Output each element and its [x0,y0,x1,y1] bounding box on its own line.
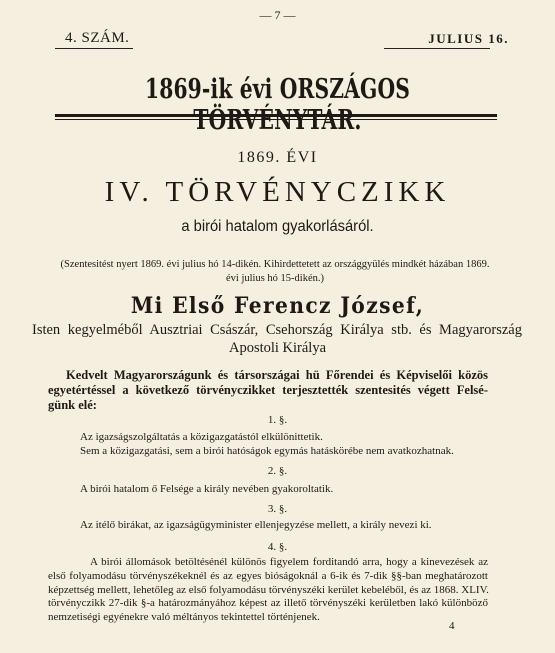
section-label: 2. §. [267,465,288,477]
issue-number: 4. SZÁM. [65,30,130,46]
page-number: — 7 — [259,8,296,22]
section-text: A birói hatalom ő Felsége a király nevében gyakoroltatik. [80,483,334,495]
section-label: 3. §. [267,503,288,515]
section-label: 1. §. [267,414,288,426]
signature-mark: 4 [449,620,455,632]
law-title: IV. TÖRVÉNYCZIKK [104,176,451,208]
preamble-line: egyetértéssel a következő törvényczikket terjesztették szentesités végett Felsé- [48,383,488,397]
preamble [48,368,488,413]
header-rule-left [55,48,133,49]
law-year: 1869. ÉVI [237,149,318,166]
section-body [48,556,488,625]
issue-date: JULIUS 16. [428,31,509,46]
monarch-style-line2: Apostoli Királya [228,340,327,356]
monarch-style-line1: Isten kegyelméből Ausztriai Császár, Csehország Királya stb. és Magyarország [32,322,522,338]
section-line: képzettség mellett, lehetőleg az első folyamodásu törvényszéki kerület kebeléből, és az 1868. XLIV. [48,583,489,596]
section-line: A birói állomások betöltésénél különös figyelem forditandó arra, hogy a kinevezések az [90,556,488,568]
law-subject: a birói hatalom gyakorlásáról. [181,218,374,235]
masthead-rule-thin [55,119,497,120]
section-text: Az itélő birákat, az igazságügyminister ellenjegyzése mellett, a király nevezi ki. [80,519,432,531]
section-line: nemzetiségi egyénekre való méltányos tekintettel történjenek. [48,611,320,624]
preamble-line: Kedvelt Magyarországunk és társországai hü Főrendei és Képviselői közös [66,368,488,382]
section-label: 4. §. [267,541,288,553]
section-line: törvényczikk 27-dik §-a határozmányához képest az illető törvényszéki kerületben lakó különböző [48,597,488,610]
monarch-name: Mi Első Ferencz József, [130,293,425,319]
sanction-note: (Szentesitést nyert 1869. évi julius hó 14-dikén. Kihirdettetett az országgyülés mindkét házában 1869. évi julius hó 15-dikén.) [60,259,490,284]
preamble-line: günk elé: [48,398,97,412]
section-text: Sem a közigazgatási, sem a birói hatóságok egymás hatáskörébe nem avatkozhatnak. [80,445,454,457]
section-text: Az igazságszolgáltatás a közigazgatástól elkülönittetik. [80,431,323,443]
header-rule-right [384,48,490,49]
masthead-rule-thick [55,114,497,117]
section-line: első folyamodásu törvényszékeknél és az egyes bióságoknál a 6-ik és 7-dik §§-ban meghatározott [48,569,488,582]
masthead-title: 1869-ik évi ORSZÁGOS TÖRVÉNYTÁR. [144,74,411,136]
